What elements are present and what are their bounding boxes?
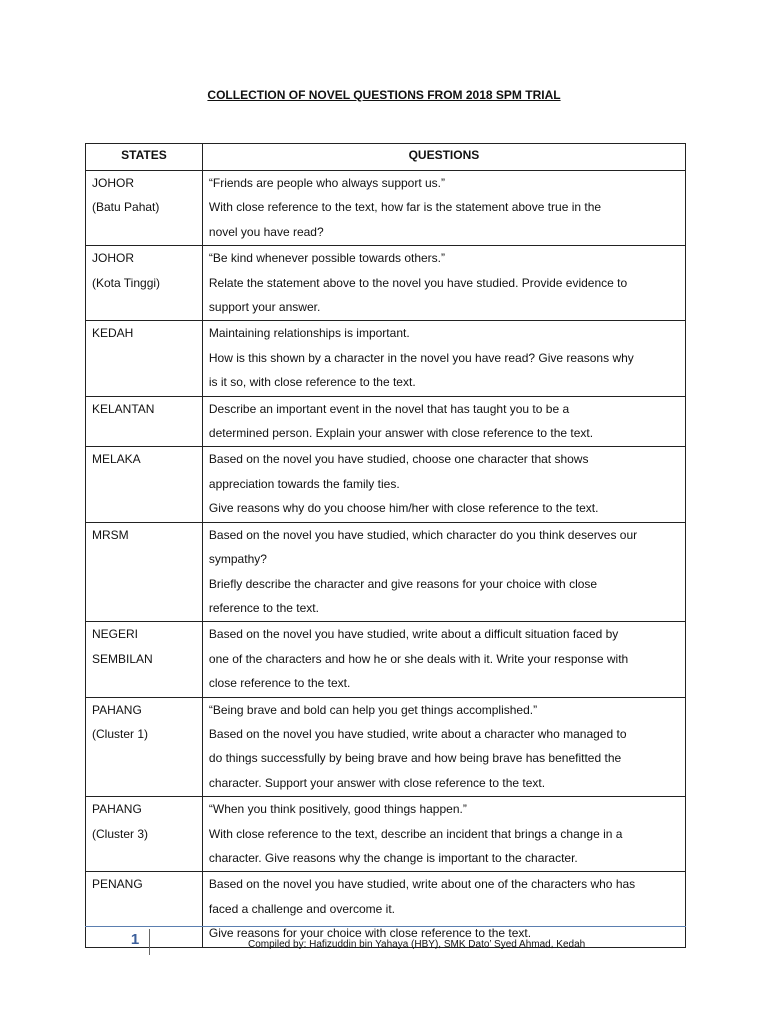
question-line: sympathy?	[208, 552, 267, 567]
page-footer	[85, 926, 686, 956]
question-line: Based on the novel you have studied, write about a difficult situation faced by	[208, 627, 619, 642]
state-name: PAHANG	[92, 802, 142, 817]
state-name: KELANTAN	[92, 401, 155, 416]
state-name: JOHOR	[92, 251, 134, 266]
table-header-row	[86, 144, 686, 171]
state-cell	[86, 171, 203, 246]
state-name: MELAKA	[92, 452, 141, 467]
question-line: Maintaining relationships is important.	[208, 326, 410, 341]
page-number-divider	[149, 929, 150, 955]
question-line: With close reference to the text, describe an incident that brings a change in a	[208, 826, 623, 841]
questions-column-header: QUESTIONS	[202, 144, 685, 171]
question-cell	[202, 447, 685, 522]
state-name: PAHANG	[92, 702, 142, 717]
question-line: How is this shown by a character in the novel you have read? Give reasons why	[208, 350, 634, 365]
table-row	[86, 622, 686, 697]
table-row	[86, 171, 686, 246]
state-cell	[86, 622, 203, 697]
question-line: character. Support your answer with close reference to the text.	[208, 775, 546, 790]
state-cell	[86, 447, 203, 522]
state-district: (Cluster 1)	[92, 726, 149, 741]
question-line: Give reasons for your choice with close reference to the text.	[208, 926, 532, 941]
states-column-header: STATES	[86, 144, 203, 171]
question-line: support your answer.	[208, 300, 321, 315]
question-line: Relate the statement above to the novel you have studied. Provide evidence to	[208, 275, 628, 290]
question-cell	[202, 246, 685, 321]
question-cell	[202, 622, 685, 697]
question-line: “When you think positively, good things happen.”	[208, 802, 467, 817]
compiled-by-note: Compiled by: Hafizuddin bin Yahaya (HBY), SMK Dato’ Syed Ahmad, Kedah	[248, 939, 586, 950]
document-title	[0, 88, 768, 102]
question-line: character. Give reasons why the change is important to the character.	[208, 850, 578, 865]
table-row	[86, 697, 686, 797]
table-row	[86, 447, 686, 522]
question-line: is it so, with close reference to the text.	[208, 375, 416, 390]
question-line: Based on the novel you have studied, write about one of the characters who has	[208, 877, 636, 892]
question-cell	[202, 396, 685, 447]
document-title-text: COLLECTION OF NOVEL QUESTIONS FROM 2018 SPM TRIAL	[207, 88, 561, 102]
question-cell	[202, 171, 685, 246]
question-cell	[202, 797, 685, 872]
page-number: 1	[130, 931, 140, 948]
question-line: “Being brave and bold can help you get things accomplished.”	[208, 702, 538, 717]
question-line: determined person. Explain your answer with close reference to the text.	[208, 426, 594, 441]
state-cell	[86, 246, 203, 321]
question-line: reference to the text.	[208, 600, 319, 615]
state-name: JOHOR	[92, 176, 134, 190]
question-line: Based on the novel you have studied, write about a character who managed to	[208, 726, 627, 741]
state-cell	[86, 697, 203, 797]
table-row	[86, 246, 686, 321]
state-name: MRSM	[92, 527, 129, 542]
question-line: faced a challenge and overcome it.	[208, 901, 396, 916]
question-line: “Be kind whenever possible towards others.”	[208, 251, 446, 266]
question-line: appreciation towards the family ties.	[208, 476, 400, 491]
state-name-continued: SEMBILAN	[92, 651, 153, 666]
question-line: close reference to the text.	[208, 676, 351, 691]
question-line: Based on the novel you have studied, choose one character that shows	[208, 452, 589, 467]
question-line: do things successfully by being brave and how being brave has benefitted the	[208, 751, 622, 766]
state-name: KEDAH	[92, 326, 134, 341]
state-cell	[86, 797, 203, 872]
state-district: (Cluster 3)	[92, 826, 149, 841]
state-name: PENANG	[92, 877, 143, 892]
question-line: Give reasons why do you choose him/her with close reference to the text.	[208, 501, 599, 516]
question-line: Describe an important event in the novel that has taught you to be a	[208, 401, 570, 416]
state-district: (Batu Pahat)	[92, 200, 160, 215]
table-row	[86, 522, 686, 622]
question-line: novel you have read?	[208, 224, 324, 239]
question-line: “Friends are people who always support us.”	[208, 176, 446, 190]
footer-rule	[85, 926, 686, 927]
table-row	[86, 321, 686, 396]
state-cell	[86, 522, 203, 622]
question-line: With close reference to the text, how far is the statement above true in the	[208, 200, 602, 215]
state-cell	[86, 396, 203, 447]
state-name: NEGERI	[92, 627, 139, 642]
question-line: Briefly describe the character and give reasons for your choice with close	[208, 576, 598, 591]
question-line: one of the characters and how he or she deals with it. Write your response with	[208, 651, 629, 666]
question-cell	[202, 321, 685, 396]
question-line: Based on the novel you have studied, which character do you think deserves our	[208, 527, 638, 542]
question-cell	[202, 522, 685, 622]
state-cell	[86, 321, 203, 396]
questions-table	[85, 143, 686, 948]
state-district: (Kota Tinggi)	[92, 275, 161, 290]
table-row	[86, 396, 686, 447]
table-row	[86, 797, 686, 872]
question-cell	[202, 697, 685, 797]
